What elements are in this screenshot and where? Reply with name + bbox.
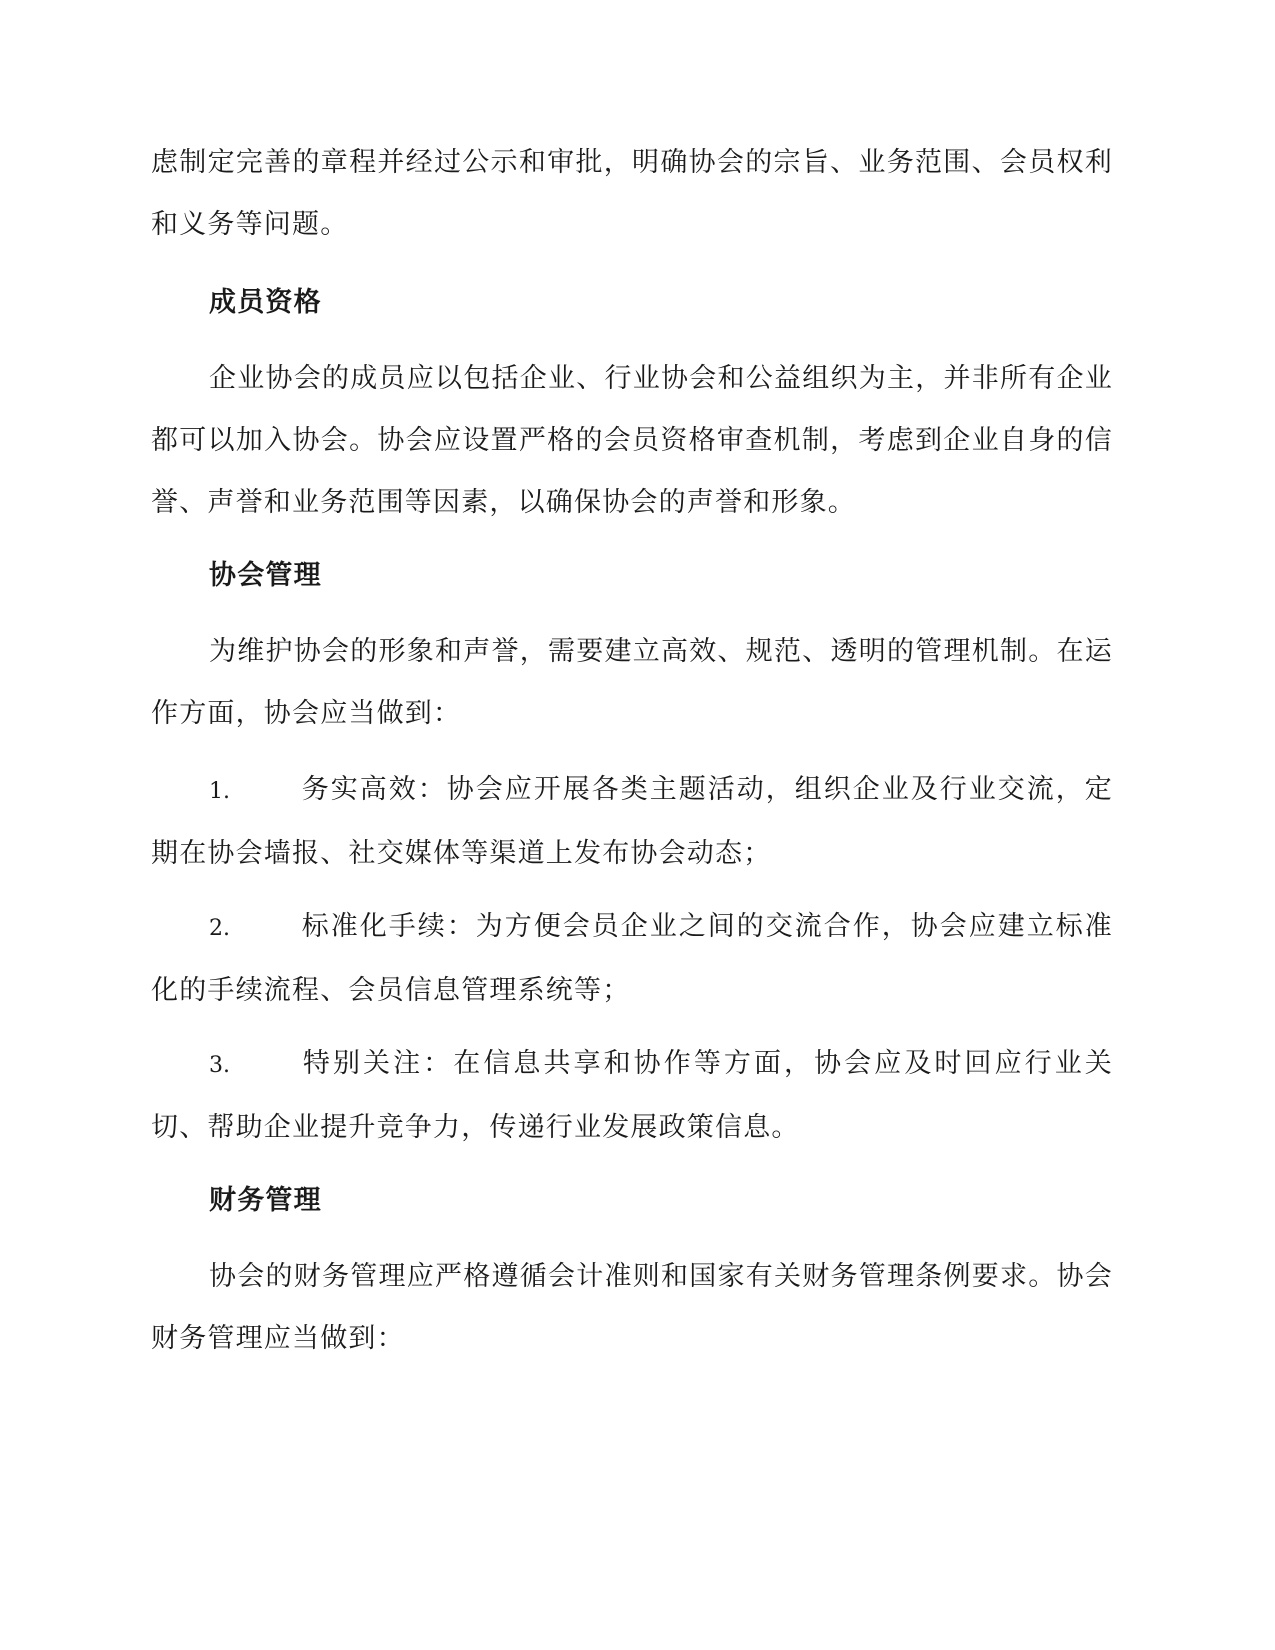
list-text: 标准化手续：为方便会员企业之间的交流合作，协会应建立标准化的手续流程、会员信息管理系统等；: [151, 911, 1113, 1006]
heading-management: 协会管理: [209, 560, 322, 591]
list-number: 1.: [209, 779, 230, 804]
heading-membership: 成员资格: [209, 287, 322, 318]
list-number: 2.: [209, 916, 230, 941]
finance-paragraph: 协会的财务管理应严格遵循会计准则和国家有关财务管理条例要求。协会财务管理应当做到：: [151, 1261, 1113, 1354]
list-text: 特别关注：在信息共享和协作等方面，协会应及时回应行业关切、帮助企业提升竞争力，传递行业发展政策信息。: [151, 1048, 1113, 1143]
list-item-2: [151, 896, 1113, 1022]
list-item-3: [151, 1033, 1113, 1159]
list-number: 3.: [209, 1053, 230, 1078]
intro-paragraph: 虑制定完善的章程并经过公示和审批，明确协会的宗旨、业务范围、会员权利和义务等问题。: [151, 147, 1113, 240]
list-item-1: [151, 759, 1113, 885]
membership-paragraph: 企业协会的成员应以包括企业、行业协会和公益组织为主，并非所有企业都可以加入协会。协会应设置严格的会员资格审查机制，考虑到企业自身的信誉、声誉和业务范围等因素，以确保协会的声誉和形象。: [151, 363, 1113, 518]
management-paragraph: 为维护协会的形象和声誉，需要建立高效、规范、透明的管理机制。在运作方面，协会应当做到：: [151, 636, 1113, 729]
list-text: 务实高效：协会应开展各类主题活动，组织企业及行业交流，定期在协会墙报、社交媒体等渠道上发布协会动态；: [151, 774, 1113, 869]
heading-finance: 财务管理: [209, 1185, 322, 1216]
